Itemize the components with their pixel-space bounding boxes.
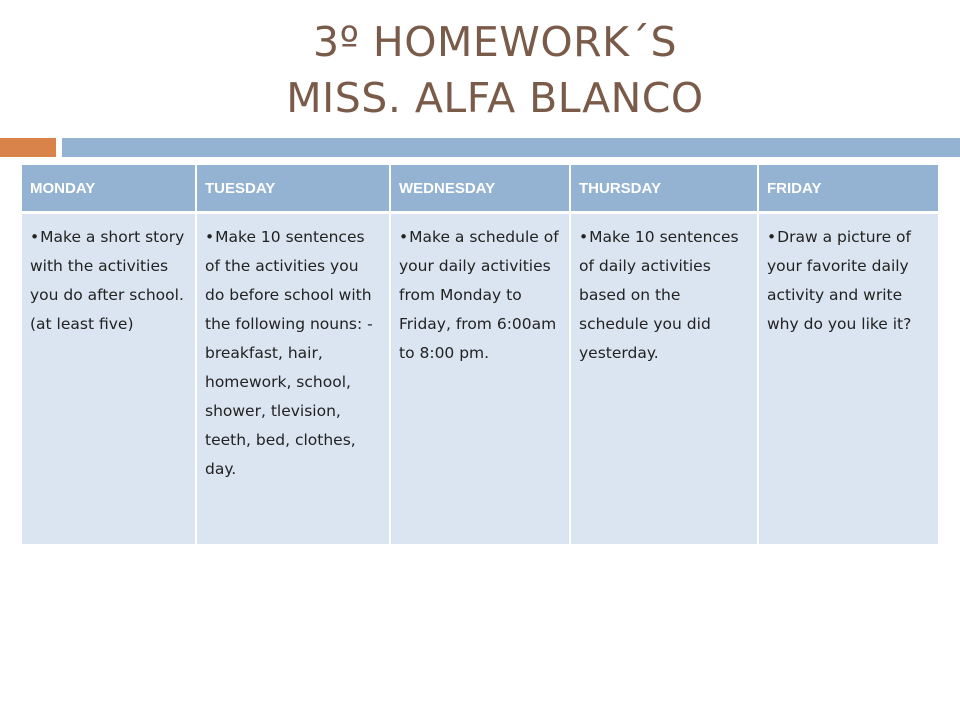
cell-monday [22, 213, 196, 544]
title-line-2: MISS. ALFA BLANCO [286, 74, 704, 122]
bullet: • [767, 228, 777, 246]
header-thursday: THURSDAY [570, 165, 758, 213]
bullet: • [30, 228, 40, 246]
slide-title [0, 14, 960, 126]
accent-bar-blue [62, 138, 960, 157]
homework-table [22, 165, 938, 544]
task-wednesday: Make a schedule of your daily activities from Monday to Friday, from 6:00am to 8:00 pm. [399, 228, 559, 362]
task-friday: Draw a picture of your favorite daily activity and write why do you like it? [767, 228, 912, 333]
cell-tuesday [196, 213, 390, 544]
cell-wednesday [390, 213, 570, 544]
bullet: • [579, 228, 589, 246]
header-friday: FRIDAY [758, 165, 938, 213]
table-row [22, 213, 938, 544]
header-wednesday: WEDNESDAY [390, 165, 570, 213]
task-tuesday: Make 10 sentences of the activities you do before school with the following nouns: -breakfast, hair, homework, school, shower, tlevision, teeth, bed, clothes, day. [205, 228, 373, 478]
cell-thursday [570, 213, 758, 544]
bullet: • [399, 228, 409, 246]
task-monday: Make a short story with the activities you do after school. (at least five) [30, 228, 185, 333]
header-tuesday: TUESDAY [196, 165, 390, 213]
title-line-1: 3º HOMEWORK´S [312, 18, 678, 66]
header-monday: MONDAY [22, 165, 196, 213]
bullet: • [205, 228, 215, 246]
table-header-row [22, 165, 938, 213]
cell-friday [758, 213, 938, 544]
task-thursday: Make 10 sentences of daily activities based on the schedule you did yesterday. [579, 228, 739, 362]
accent-bar-orange [0, 138, 56, 157]
